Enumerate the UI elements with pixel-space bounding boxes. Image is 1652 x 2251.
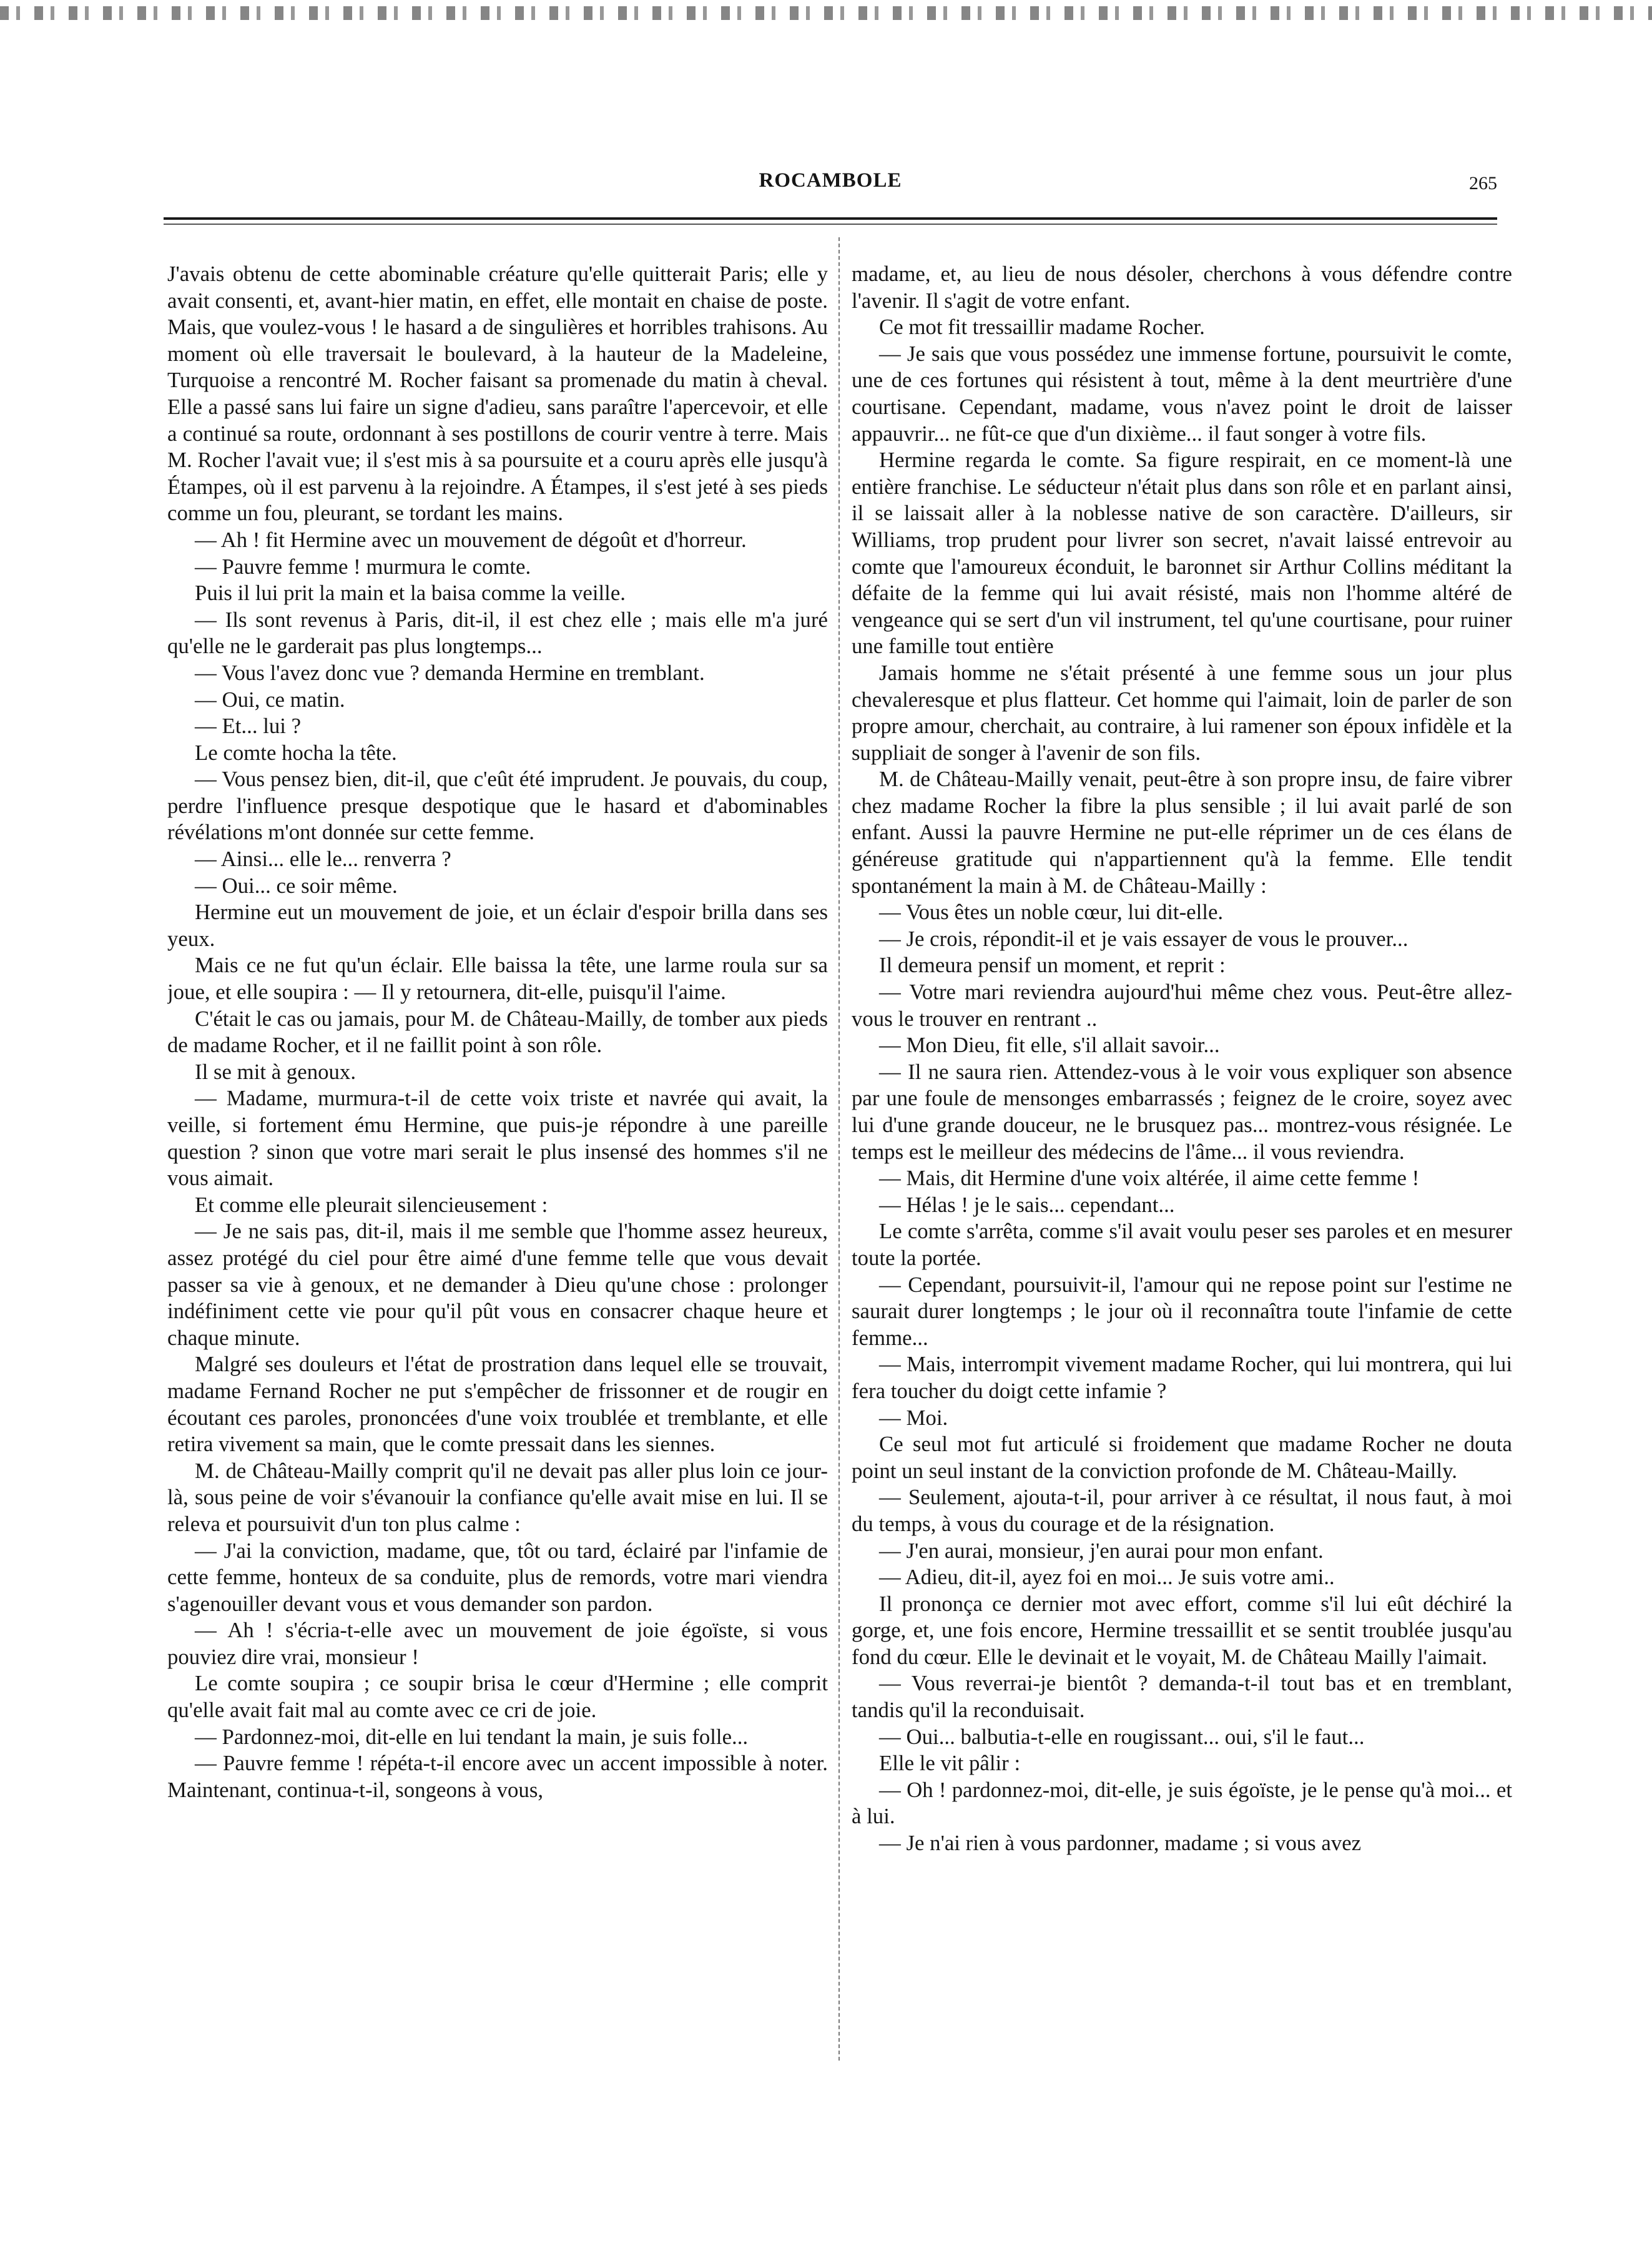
paragraph: — Il ne saura rien. Attendez-vous à le voir vous expliquer son absence par une foule de mensonges embarrassés ; feignez de le croire, soyez avec lui d'une grande douceur, ne le brusquez pas... montrez-vous résignée. Le temps est le meilleur des médecins de l'âme... il vous reviendra.	[852, 1059, 1512, 1164]
paragraph: — Vous êtes un noble cœur, lui dit-elle.	[879, 900, 1224, 925]
paragraph: — J'en aurai, monsieur, j'en aurai pour mon enfant.	[879, 1538, 1324, 1563]
scan-top-edge	[0, 6, 1652, 20]
paragraph: Malgré ses douleurs et l'état de prostration dans lequel elle se trouvait, madame Fernand Rocher ne put s'empêcher de frissonner et de rougir en écoutant ces paroles, prononcées d'une voix troublée et tremblante, et elle retira vivement sa main, que le comte pressait dans les siennes.	[167, 1352, 828, 1457]
paragraph: — Oh ! pardonnez-moi, dit-elle, je suis égoïste, je le pense qu'à moi... et à lui.	[852, 1777, 1512, 1829]
paragraph: C'était le cas ou jamais, pour M. de Château-Mailly, de tomber aux pieds de madame Rocher, et il ne faillit point à son rôle.	[167, 1006, 828, 1058]
paragraph: Et comme elle pleurait silencieusement :	[195, 1192, 548, 1217]
running-head	[164, 165, 1497, 203]
paragraph: — Pardonnez-moi, dit-elle en lui tendant la main, je suis folle...	[195, 1724, 749, 1749]
paragraph: — Ainsi... elle le... renverra ?	[195, 847, 451, 872]
paragraph: — Mon Dieu, fit elle, s'il allait savoir...	[879, 1033, 1220, 1058]
paragraph: — Je crois, répondit-il et je vais essayer de vous le prouver...	[879, 926, 1409, 951]
paragraph: Ce seul mot fut articulé si froidement que madame Rocher ne douta point un seul instant de la conviction profonde de M. Château-Mailly.	[852, 1432, 1512, 1483]
paragraph: — Cependant, poursuivit-il, l'amour qui ne repose point sur l'estime ne saurait durer longtemps ; le jour où il reconnaîtra toute l'infamie de cette femme...	[852, 1272, 1512, 1350]
paragraph: — Oui... ce soir même.	[195, 873, 398, 898]
paragraph: — Adieu, dit-il, ayez foi en moi... Je suis votre ami..	[879, 1565, 1335, 1590]
paragraph: — Oui... balbutia-t-elle en rougissant... oui, s'il le faut...	[879, 1724, 1365, 1749]
paragraph: — Et... lui ?	[195, 714, 302, 739]
paragraph: Il demeura pensif un moment, et reprit :	[879, 953, 1226, 978]
left-column	[167, 261, 828, 2047]
paragraph: — Je n'ai rien à vous pardonner, madame ; si vous avez	[879, 1831, 1362, 1856]
paragraph: Le comte hocha la tête.	[195, 740, 397, 765]
paragraph: — Seulement, ajouta-t-il, pour arriver à ce résultat, il nous faut, à moi du temps, à vous du courage et de la résignation.	[852, 1485, 1512, 1536]
header-rule-thin	[164, 224, 1497, 225]
paragraph: Elle le vit pâlir :	[879, 1751, 1021, 1776]
paragraph: — Pauvre femme ! murmura le comte.	[195, 554, 531, 579]
paragraph: M. de Château-Mailly comprit qu'il ne devait pas aller plus loin ce jour-là, sous peine de voir s'évanouir la confiance qu'elle avait mise en lui. Il se releva et poursuivit d'un ton plus calme :	[167, 1458, 828, 1536]
paragraph: — Pauvre femme ! répéta-t-il encore avec un accent impossible à noter. Maintenant, continua-t-il, songeons à vous,	[167, 1751, 828, 1802]
paragraph: — Hélas ! je le sais... cependant...	[879, 1192, 1175, 1217]
paragraph: — Je ne sais pas, dit-il, mais il me semble que l'homme assez heureux, assez protégé du ciel pour être aimé d'une femme telle que vous devait passer sa vie à genoux, et ne demander à Dieu qu'une chose : prolonger indéfiniment cette vie pour qu'il pût vous en consacrer chaque heure et chaque minute.	[167, 1219, 828, 1350]
paragraph: — Madame, murmura-t-il de cette voix triste et navrée qui avait, la veille, si fortement ému Hermine, que puis-je répondre à une pareille question ? sinon que votre mari serait le plus insensé des hommes s'il ne vous aimait.	[167, 1086, 828, 1191]
page-number: 265	[1469, 173, 1497, 194]
paragraph: — Mais, dit Hermine d'une voix altérée, il aime cette femme !	[879, 1166, 1420, 1191]
paragraph: — Votre mari reviendra aujourd'hui même chez vous. Peut-être allez-vous le trouver en rentrant ..	[852, 980, 1512, 1031]
paragraph: — Je sais que vous possédez une immense fortune, poursuivit le comte, une de ces fortunes qui résistent à tout, même à la dent meurtrière d'une courtisane. Cependant, madame, vous n'avez point le droit de laisser appauvrir... ne fût-ce que d'un dixième... il faut songer à votre fils.	[852, 341, 1512, 446]
paragraph: Le comte soupira ; ce soupir brisa le cœur d'Hermine ; elle comprit qu'elle avait fait mal au comte avec ce cri de joie.	[167, 1671, 828, 1723]
paragraph: Jamais homme ne s'était présenté à une femme sous un jour plus chevaleresque et plus flatteur. Cet homme qui l'aimait, loin de parler de son propre amour, cherchait, au contraire, à lui ramener son époux infidèle et la suppliait de songer à l'avenir de son fils.	[852, 660, 1512, 765]
paragraph: — Ah ! s'écria-t-elle avec un mouvement de joie égoïste, si vous pouviez dire vrai, monsieur !	[167, 1618, 828, 1669]
paragraph: — Ils sont revenus à Paris, dit-il, il est chez elle ; mais elle m'a juré qu'elle ne le garderait pas plus longtemps...	[167, 607, 828, 659]
paragraph: Mais ce ne fut qu'un éclair. Elle baissa la tête, une larme roula sur sa joue, et elle soupira : — Il y retournera, dit-elle, puisqu'il l'aime.	[167, 953, 828, 1005]
paragraph: Il prononça ce dernier mot avec effort, comme s'il lui eût déchiré la gorge, et, une fois encore, Hermine tressaillit et se sentit troublée jusqu'au fond du cœur. Elle le devinait et le voyait, M. de Château Mailly l'aimait.	[852, 1591, 1512, 1669]
paragraph: madame, et, au lieu de nous désoler, cherchons à vous défendre contre l'avenir. Il s'agit de votre enfant.	[852, 262, 1512, 313]
paragraph: — Vous l'avez donc vue ? demanda Hermine en tremblant.	[195, 660, 705, 685]
paragraph: J'avais obtenu de cette abominable créature qu'elle quitterait Paris; elle y avait consenti, et, avant-hier matin, en effet, elle montait en chaise de poste. Mais, que voulez-vous ! le hasard a de singulières et horribles trahisons. Au moment où elle traversait le boulevard, à la hauteur de la Madeleine, Turquoise a rencontré M. Rocher faisant sa promenade du matin à cheval. Elle a passé sans lui faire un signe d'adieu, sans paraître l'apercevoir, et elle a continué sa route, ordonnant à ses postillons de courir ventre à terre. Mais M. Rocher l'avait vue; il s'est mis à sa poursuite et a couru après elle jusqu'à Étampes, où il est parvenu à la rejoindre. A Étampes, il s'est jeté à ses pieds comme un fou, pleurant, se tordant les mains.	[167, 262, 828, 526]
header-rule	[164, 217, 1497, 220]
paragraph: — Ah ! fit Hermine avec un mouvement de dégoût et d'horreur.	[195, 527, 747, 552]
paragraph: M. de Château-Mailly venait, peut-être à son propre insu, de faire vibrer chez madame Rocher la fibre la plus sensible ; il lui avait parlé de son enfant. Aussi la pauvre Hermine ne put-elle réprimer un de ces élans de généreuse gratitude qui n'appartiennent qu'à la femme. Elle tendit spontanément la main à M. de Château-Mailly :	[852, 767, 1512, 898]
paragraph: Ce mot fit tressaillir madame Rocher.	[879, 315, 1205, 340]
paragraph: — Moi.	[879, 1405, 948, 1430]
running-title: ROCAMBOLE	[759, 169, 902, 192]
paragraph: — J'ai la conviction, madame, que, tôt ou tard, éclairé par l'infamie de cette femme, honteux de sa conduite, plus de remords, votre mari viendra s'agenouiller devant vous et vous demander son pardon.	[167, 1538, 828, 1616]
paragraph: — Mais, interrompit vivement madame Rocher, qui lui montrera, qui lui fera toucher du doigt cette infamie ?	[852, 1352, 1512, 1403]
paragraph: Hermine eut un mouvement de joie, et un éclair d'espoir brilla dans ses yeux.	[167, 900, 828, 951]
paragraph: Il se mit à genoux.	[195, 1059, 356, 1084]
column-divider	[838, 237, 840, 2061]
paragraph: — Vous reverrai-je bientôt ? demanda-t-il tout bas et en tremblant, tandis qu'il la reconduisait.	[852, 1671, 1512, 1723]
right-column	[852, 261, 1512, 2047]
paragraph: Hermine regarda le comte. Sa figure respirait, en ce moment-là une entière franchise. Le séducteur n'était plus dans son rôle et en parlant ainsi, il se laissait aller à la noblesse native de son caractère. D'ailleurs, sir Williams, trop prudent pour livrer son secret, n'avait laissé entrevoir au comte que l'amoureux éconduit, le baronnet sir Arthur Collins méditant la défaite de la femme qui lui avait résisté, mais non l'homme altéré de vengeance qui se sert d'un vil instrument, tel qu'une courtisane, pour ruiner une famille tout entière	[852, 448, 1512, 659]
paragraph: — Vous pensez bien, dit-il, que c'eût été imprudent. Je pouvais, du coup, perdre l'influence presque despotique que le hasard et d'abominables révélations m'ont donnée sur cette femme.	[167, 767, 828, 845]
paragraph: — Oui, ce matin.	[195, 687, 345, 712]
paragraph: Puis il lui prit la main et la baisa comme la veille.	[195, 581, 626, 606]
paragraph: Le comte s'arrêta, comme s'il avait voulu peser ses paroles et en mesurer toute la portée.	[852, 1219, 1512, 1270]
